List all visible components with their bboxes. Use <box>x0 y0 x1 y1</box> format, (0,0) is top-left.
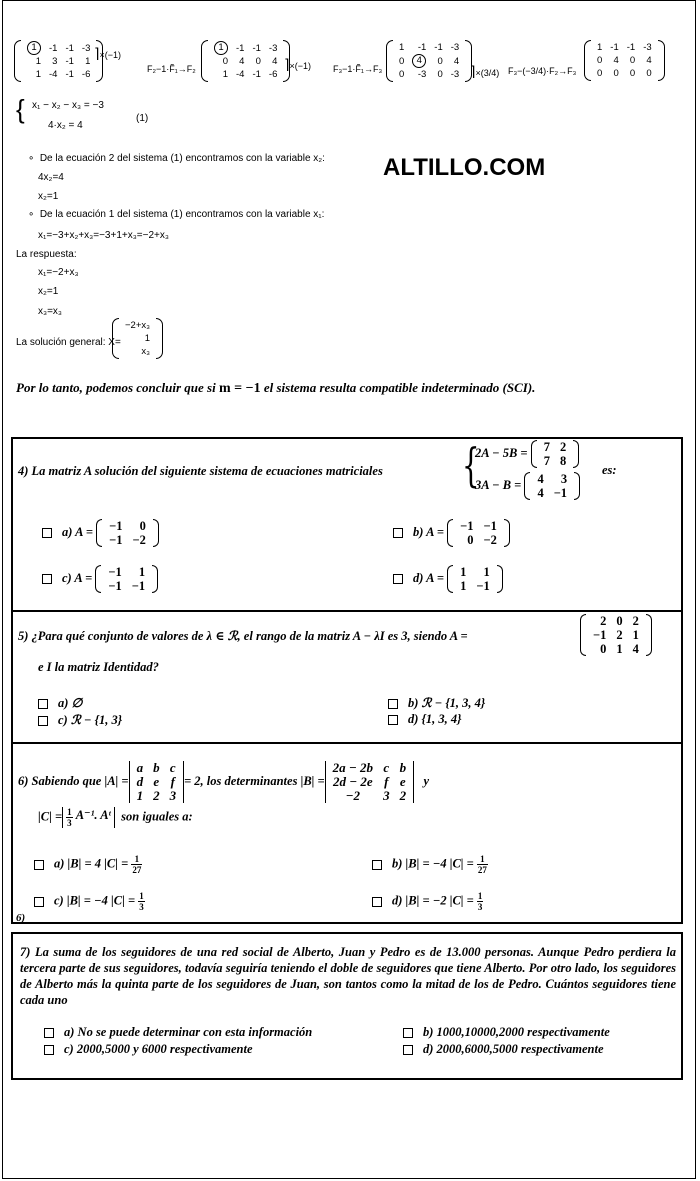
matrix-cell: 4 <box>537 486 544 500</box>
matrix-cell: 0 <box>437 55 443 67</box>
q7-option-a[interactable]: a) No se puede determinar con esta información <box>44 1025 312 1040</box>
matrix-cell: 3 <box>52 56 58 67</box>
q7-option-c[interactable]: c) 2000,5000 y 6000 respectivamente <box>44 1042 253 1057</box>
matrix-cell: 1 <box>399 42 405 53</box>
bracket-right <box>658 40 665 81</box>
matrix-cell: 0 <box>139 519 146 533</box>
checkbox-icon[interactable] <box>42 528 52 538</box>
matrix-cell: 2 <box>632 614 639 628</box>
matrix-cell: 4 <box>613 55 619 66</box>
checkbox-icon[interactable] <box>388 699 398 709</box>
matrix-cell: 4 <box>632 642 639 656</box>
matrix-cell: −1 <box>108 579 122 593</box>
bracket-right <box>497 565 503 593</box>
q7-option-b[interactable]: b) 1000,10000,2000 respectivamente <box>403 1025 610 1040</box>
step-bullet-2: ∘ De la ecuación 1 del sistema (1) encontramos con la variable x₁: <box>28 209 325 220</box>
step-line-1: 4x₂=4 <box>38 172 64 183</box>
checkbox-icon[interactable] <box>44 1028 54 1038</box>
matrix-cell: 0 <box>399 55 405 67</box>
matrix-cell: -4 <box>236 69 245 80</box>
matrix-cell: 1 <box>616 642 623 656</box>
matrix-cell: −1 <box>553 486 568 500</box>
conclusion: Por lo tanto, podemos concluir que si m = −1 el sistema resulta compatible indeterminado (SCI). <box>16 380 536 396</box>
q4-option-a[interactable]: a) A = −1 0 −1 −2 <box>42 519 159 547</box>
matrix-cell: 1 <box>35 56 41 67</box>
step-bullet-1: ∘ De la ecuación 2 del sistema (1) encontramos con la variable x₂: <box>28 153 325 164</box>
checkbox-icon[interactable] <box>403 1045 413 1055</box>
matrix-cell: -4 <box>49 69 58 80</box>
q5-option-a[interactable]: a) ∅ <box>38 695 82 711</box>
matrix-cell: 1 <box>144 333 150 344</box>
bracket-left <box>14 40 21 82</box>
bracket-left <box>584 40 591 81</box>
matrix-cell: 0 <box>600 642 607 656</box>
determinant-cell: −2 <box>345 788 361 803</box>
q5-text-2: e I la matriz Identidad? <box>38 660 159 674</box>
matrix-cell: -3 <box>643 42 652 53</box>
checkbox-icon[interactable] <box>44 1045 54 1055</box>
matrix-cell: −2 <box>132 533 146 547</box>
matrix-cell: -1 <box>252 42 261 54</box>
matrix-cell: 1 <box>35 69 41 80</box>
matrix-cell: 0 <box>629 55 636 66</box>
matrix-cell: −1 <box>476 579 490 593</box>
system-brace: { <box>16 94 25 124</box>
matrix-cell: 4 <box>646 55 652 66</box>
matrix-cell: 1 <box>460 579 467 593</box>
matrix-cell: -1 <box>49 42 58 54</box>
determinant-cell: e <box>399 774 406 789</box>
matrix-cell: −2+x₃ <box>125 320 150 331</box>
bracket-right <box>153 519 159 547</box>
checkbox-icon[interactable] <box>34 860 44 870</box>
q5-text: 5) ¿Para qué conjunto de valores de λ ∈ ℛ, el rango de la matriz A − λI es 3, siendo A = <box>18 629 468 643</box>
row-op-label-3: F₃−(−3/4)·F₂→F₃ <box>508 66 577 76</box>
matrix-4 <box>584 40 665 81</box>
system-tag: (1) <box>136 113 149 124</box>
row-op-label-2: F₃−1·F̃₁→F₃ <box>333 64 383 74</box>
matrix-cell: 0 <box>597 68 603 79</box>
bracket-left <box>447 519 453 547</box>
determinant-cell: 3 <box>169 788 177 803</box>
matrix-cell: 7 <box>543 454 550 468</box>
matrix-cell: 0 <box>646 68 652 79</box>
determinant-cell: f <box>384 774 389 789</box>
checkbox-icon[interactable] <box>42 574 52 584</box>
matrix-cell: 8 <box>559 454 567 468</box>
matrix-cell: 2 <box>600 614 607 628</box>
matrix-2 <box>201 40 290 82</box>
determinant-cell: f <box>170 774 175 789</box>
q5-matrix-A <box>580 614 652 656</box>
q4-es: es: <box>602 463 617 477</box>
determinant-cell: 2d − 2e <box>333 774 373 789</box>
matrix-cell: -1 <box>252 69 261 80</box>
matrix-cell: -1 <box>65 69 74 80</box>
operation-1: ⌉×(−1) <box>94 45 121 61</box>
operation-2: ⌉×(−1) <box>284 56 311 72</box>
determinant-cell: b <box>399 760 407 775</box>
step-line-3: x₁=−3+x₂+x₃=−3+1+x₃=−2+x₃ <box>38 230 169 241</box>
matrix-cell: -3 <box>417 69 427 80</box>
matrix-cell: −1 <box>109 519 123 533</box>
checkbox-icon[interactable] <box>372 860 382 870</box>
matrix-cell: 0 <box>616 614 623 628</box>
q6-option-c[interactable]: c) |B| = −4 |C| = $\frac{1}{3}$ <box>34 891 145 912</box>
matrix-cell: 4 <box>272 56 278 67</box>
bracket-right <box>574 472 580 500</box>
determinant-cell: 1 <box>136 788 144 803</box>
matrix-cell: -3 <box>450 69 460 80</box>
response-2: x₂=1 <box>38 286 59 297</box>
matrix-cell: 0 <box>613 68 619 79</box>
matrix-cell: 1 <box>597 42 603 53</box>
checkbox-icon[interactable] <box>34 897 44 907</box>
matrix-1 <box>14 40 103 82</box>
row-op-label-1: F₂−1·F̃₁→F₂ <box>147 64 196 74</box>
matrix-cell: 4 <box>239 56 245 67</box>
q4-option-c[interactable]: c) A = −1 1 −1 −1 <box>42 565 158 593</box>
determinant-cell: 2 <box>399 788 407 803</box>
matrix-cell: −1 <box>593 628 607 642</box>
matrix-cell: 4 <box>453 55 460 67</box>
matrix-cell: x₃ <box>141 346 150 357</box>
q6-stray-label: 6) <box>16 912 26 924</box>
response-1: x₁=−2+x₃ <box>38 267 79 278</box>
matrix-cell: -1 <box>417 42 427 53</box>
q6-option-b[interactable]: b) |B| = −4 |C| = $\frac{1}{27}$ <box>372 854 488 875</box>
bracket-left <box>96 519 102 547</box>
matrix-cell: -3 <box>268 42 278 54</box>
matrix-cell: -1 <box>434 42 443 53</box>
matrix-cell: 0 <box>222 56 228 67</box>
matrix-cell: -1 <box>65 56 74 67</box>
checkbox-icon[interactable] <box>38 716 48 726</box>
q5-option-c[interactable]: c) ℛ − {1, 3} <box>38 712 122 728</box>
system-eq-1: x₁ − x₂ − x₃ = −3 <box>32 100 104 111</box>
matrix-cell: -1 <box>65 42 74 54</box>
q7-option-d[interactable]: d) 2000,6000,5000 respectivamente <box>403 1042 604 1057</box>
bracket-left <box>95 565 101 593</box>
bracket-right <box>646 614 652 656</box>
matrix-cell: −1 <box>109 533 123 547</box>
bracket-right <box>152 565 158 593</box>
q4-option-b[interactable]: b) A = −1 −1 0 −2 <box>393 519 510 547</box>
checkbox-icon[interactable] <box>393 528 403 538</box>
matrix-cell: 3 <box>560 472 568 486</box>
matrix-cell: 1 <box>85 56 91 67</box>
bracket-left <box>386 40 393 82</box>
q4-option-d[interactable]: d) A = 1 1 1 −1 <box>393 565 503 593</box>
matrix-cell: -1 <box>626 42 636 53</box>
q7-text: 7) La suma de los seguidores de una red social de Alberto, Juan y Pedro es de 13.000 personas. Aunque Pedro perdiera la tercera parte de sus seguidores, todavía seguiría teniendo el doble de seguidores que tiene Alberto. Por otro lado, los seguidores de Alberto más la quinta parte de los seguidores de Juan, son tantos como la mitad de los de Pedro. Cuántos seguidores tiene cada uno <box>20 945 676 1007</box>
q5-option-d[interactable]: d) {1, 3, 4} <box>388 712 462 727</box>
q6-option-d[interactable]: d) |B| = −2 |C| = $\frac{1}{3}$ <box>372 891 483 912</box>
checkbox-icon[interactable] <box>403 1028 413 1038</box>
matrix-cell: 0 <box>255 56 261 67</box>
watermark: ALTILLO.COM <box>383 154 546 181</box>
determinant-cell: c <box>169 760 176 775</box>
determinant-cell: e <box>153 774 160 789</box>
q6-stem: 6) Sabiendo que |A| = a b c d e f 1 2 3 = 2, los determinantes |B| = 2a − 2b c b 2d − 2e f e −2 3 2 y <box>18 760 429 803</box>
determinant-cell: b <box>153 760 160 775</box>
response-label: La respuesta: <box>16 249 77 260</box>
matrix-cell: 1 <box>632 628 639 642</box>
matrix-cell: -1 <box>236 42 245 54</box>
matrix-cell: 1 <box>460 565 467 579</box>
step-line-2: x₂=1 <box>38 191 59 202</box>
matrix-cell: 0 <box>467 533 474 547</box>
determinant-cell: c <box>383 760 390 775</box>
q6-option-a[interactable]: a) |B| = 4 |C| = $\frac{1}{27}$ <box>34 854 142 875</box>
determinant-cell: 2 <box>153 788 160 803</box>
matrix-cell: 0 <box>597 55 603 66</box>
checkbox-icon[interactable] <box>372 897 382 907</box>
matrix-cell: 1 <box>483 565 490 579</box>
matrix-cell: 1 <box>222 69 228 80</box>
matrix-cell: −1 <box>131 579 146 593</box>
matrix-cell: 7 <box>543 440 550 454</box>
bracket-left <box>112 318 119 359</box>
checkbox-icon[interactable] <box>38 699 48 709</box>
matrix-cell: −1 <box>108 565 122 579</box>
bracket-right <box>504 519 510 547</box>
checkbox-icon[interactable] <box>388 715 398 725</box>
determinant-cell: 3 <box>383 788 390 803</box>
matrix-cell: 2 <box>559 440 567 454</box>
bracket-left <box>201 40 208 82</box>
matrix-cell: -3 <box>450 42 460 53</box>
bracket-right <box>573 440 579 468</box>
operation-3: ⌉×(3/4) <box>470 63 500 79</box>
bracket-left <box>580 614 586 656</box>
matrix-cell: -6 <box>268 69 278 80</box>
bracket-left <box>524 472 530 500</box>
system-eq-2: 4·x₂ = 4 <box>48 120 83 131</box>
matrix-cell: 4 <box>537 472 544 486</box>
bracket-right <box>156 318 163 359</box>
matrix-cell: 4 <box>408 54 430 68</box>
matrix-cell: -1 <box>610 42 619 53</box>
matrix-cell: -3 <box>81 42 91 54</box>
checkbox-icon[interactable] <box>393 574 403 584</box>
matrix-cell: 0 <box>437 69 443 80</box>
q4-text: 4) La matriz A solución del siguiente sistema de ecuaciones matriciales <box>18 464 383 478</box>
bracket-left <box>447 565 453 593</box>
matrix-cell: 2 <box>616 628 623 642</box>
matrix-cell: −1 <box>460 519 474 533</box>
q4-brace: { <box>462 438 480 492</box>
q4-equation-2: 3A − B = 4 3 4 −1 <box>475 472 580 500</box>
general-solution-vector <box>112 318 163 359</box>
determinant-cell: d <box>136 774 144 789</box>
q4-equation-1: 2A − 5B = 7 2 7 8 <box>475 440 579 468</box>
determinant-cell: 2a − 2b <box>332 760 374 775</box>
matrix-cell: −1 <box>483 519 497 533</box>
matrix-3 <box>386 40 472 82</box>
q6-stem-2: |C| = $\frac{1}{3}$ A⁻¹. Aᵗ son iguales a: <box>38 807 193 828</box>
response-3: x₃=x₃ <box>38 306 62 317</box>
matrix-cell: 0 <box>629 68 636 79</box>
matrix-cell: 1 <box>23 41 45 55</box>
determinant-cell: a <box>136 760 144 775</box>
bracket-left <box>531 440 537 468</box>
matrix-cell: 0 <box>399 69 405 80</box>
q5-option-b[interactable]: b) ℛ − {1, 3, 4} <box>388 695 485 711</box>
matrix-cell: 1 <box>138 565 146 579</box>
matrix-cell: -6 <box>81 69 91 80</box>
matrix-cell: 1 <box>210 41 232 55</box>
general-solution-label: La solución general: X= <box>16 337 121 348</box>
matrix-cell: −2 <box>483 533 497 547</box>
